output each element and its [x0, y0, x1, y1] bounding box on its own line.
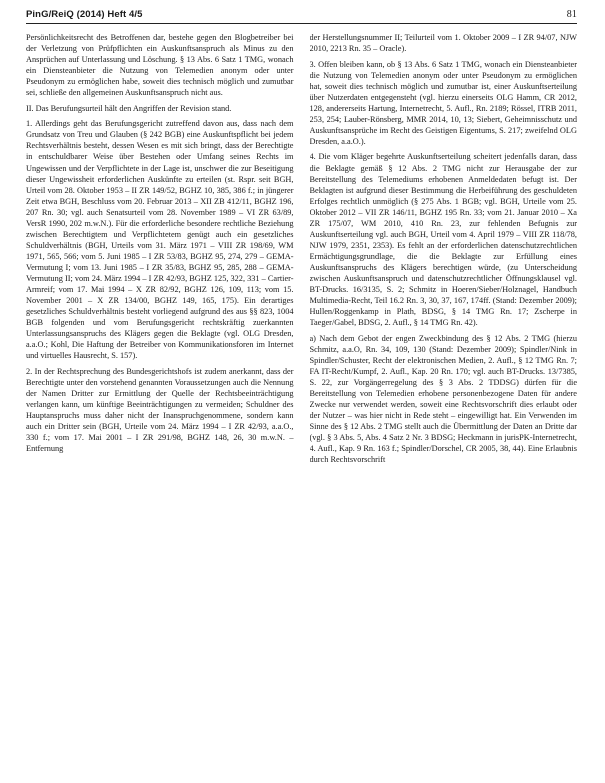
page-number: 81: [566, 8, 577, 20]
running-header: [26, 6, 577, 22]
paragraph: 1. Allerdings geht das Berufungsgericht zutreffend davon aus, dass nach dem Grundsatz von Treu und Glauben (§ 242 BGB) eine Auskunftspflicht bei jedem Rechtsverhältnis besteht, dessen Wesen es mit sich bringt, dass der Berechtigte in entschuldbarer Weise über Bestehen oder Umfang seines Rechts im Ungewissen und der Verpflichtete in der Lage ist, unschwer die zur Beseitigung dieser Ungewissheit erforderlichen Auskünfte zu erteilen (st. Rspr. seit BGH, Urteil vom 28. Oktober 1953 – II ZR 149/52, BGHZ 10, 385, 386 f.; in jüngerer Zeit etwa BGH, Beschluss vom 20. Februar 2013 – XII ZB 412/11, BGHZ 196, 207 Rn. 30; vgl. auch Senatsurteil vom 28. November 1989 – VI ZR 63/89, VersR 1990, 202 m.w.N.). Für die erforderliche besondere rechtliche Beziehung zwischen Berechtigtem und Verpflichtetem genügt auch ein gesetzliches Schuldverhältnis (BGH, Urteils vom 31. März 1971 – VIII ZR 198/69, WM 1971, 565, 566; vom 5. Juni 1985 – I ZR 53/83, BGHZ 95, 274, 279 – GEMA-Vermutung I; vom 13. Juni 1985 – I ZR 35/83, BGHZ 95, 285, 288 – GEMA-Vermutung II; vom 24. März 1994 – I ZR 42/93, BGHZ 125, 322, 331 – Cartier-Armreif; vom 17. Mai 1994 – X ZR 82/92, BGHZ 126, 109, 113; vom 15. November 2001 – X ZR 134/00, BGHZ 149, 165, 175). Ein derartiges gesetzliches Schuldverhältnis besteht vorliegend aufgrund des aus §§ 823, 1004 BGB folgenden und vom Berufungsgericht rechtskräftig zuerkannten Unterlassungsanspruchs des Klägers gegen die Beklagte (vgl. OLG Dresden, a.a.O.; Kohl, Die Haftung der Betreiber von Kommunikationsforen im Internet und virtuelles Hausrecht, S. 157).: [26, 119, 294, 361]
two-column-body: [26, 32, 577, 777]
paragraph: 2. In der Rechtsprechung des Bundesgerichtshofs ist zudem anerkannt, dass der Berechtigte unter den vorstehend genannten Voraussetzungen auch die Nennung der Namen Dritter zur Ermittlung der Quelle der Rechtsbeeinträchtigung verlangen kann, um künftige Beeinträchtigungen zu vermeiden; Schuldner des Hauptanspruchs muss daher nicht der Inanspruchgenommene, sondern kann auch ein Dritter sein (BGH, Urteile vom 24. März 1994 – I ZR 42/93, a.a.O., 330 f.; vom 17. Mai 2001 – I ZR 291/98, BGHZ 148, 26, 30 m.w.N. – Entfernung: [26, 366, 294, 454]
paragraph: der Herstellungsnummer II; Teilurteil vom 1. Oktober 2009 – I ZR 94/07, NJW 2010, 2213 Rn. 35 – Oracle).: [309, 33, 577, 54]
journal-title: PinG/ReiQ (2014) Heft 4/5: [26, 8, 143, 20]
paragraph: Persönlichkeitsrecht des Betroffenen dar, bestehe gegen den Blogbetreiber bei der Verletzung von Prüfpflichten ein Auskunftsanspruch als Minus zu den Ansprüchen auf Unterlassung und Löschung. § 13 Abs. 6 Satz 1 TMG, wonach ein Diensteanbieter die Nutzung von Telemedien anonym oder unter Pseudonym zu ermöglichen habe, soweit dies technisch möglich und zumutbar sei, schließe den allgemeinen Auskunftsanspruch nicht aus.: [26, 33, 294, 98]
header-rule: [26, 23, 577, 24]
section-heading: II. Das Berufungsurteil hält den Angriffen der Revision stand.: [26, 103, 232, 113]
paragraph: 3. Offen bleiben kann, ob § 13 Abs. 6 Satz 1 TMG, wonach ein Diensteanbieter die Nutzung von Telemedien anonym oder unter Pseudonym zu ermöglichen hat, soweit dies technisch möglich und zumutbar ist, einer Auskunftserteilung über Nutzerdaten entgegensteht (vgl. hierzu einerseits OLG Hamm, CR 2012, 128, andererseits Hartung, Internetrecht, 5. Aufl., Rn. 2189; Rössel, ITRB 2011, 253, 254; Lauber-Rönsberg, MMR 2014, 10, 13; Siebert, Geheimnisschutz und Auskunftsansprüche im Recht des Geistigen Eigentums, S. 217; zweifelnd OLG Dresden, a.a.O.).: [309, 59, 577, 146]
left-column: [26, 32, 294, 777]
paragraph: a) Nach dem Gebot der engen Zweckbindung des § 12 Abs. 2 TMG (hierzu Schmitz, a.a.O, Rn. 34, 109, 130 (Stand: Dezember 2009); Spindler/Nink in Spindler/Schuster, Recht der elektronischen Medien, 2. Aufl., § 12 TMG Rn. 7; FA IT-Recht/Kumpf, 2. Aufl., Kap. 20 Rn. 170; vgl. auch BT-Drucks. 13/7385, S. 22, zur Vorgängerregelung des § 3 Abs. 2 TDDSG) dürfen für die Bereitstellung von Telemedien erhobene personenbezogene Daten für andere Zwecke nur verwendet werden, soweit eine Rechtsvorschrift dies erlaubt oder der Nutzer – was hier nicht in Rede steht – eingewilligt hat. Ein Verwenden im Sinne des § 12 Abs. 2 TMG stellt auch die Übermittlung der Daten an Dritte dar (vgl. § 3 Abs. 5, Abs. 4 Satz 2 Nr. 3 BDSG; Heckmann in jurisPK-Internetrecht, 4. Aufl., Kap. 9 Rn. 163 f.; Spindler/Dorschel, CR 2005, 38, 44). Eine Erlaubnis durch Rechtsvorschrift: [309, 333, 577, 465]
paragraph: 4. Die vom Kläger begehrte Auskunftserteilung scheitert jedenfalls daran, dass die Beklagte gemäß § 12 Abs. 2 TMG nicht zur Herausgabe der zur Bereitstellung des Telemediums erhobenen Anmeldedaten befugt ist. Der Beklagten ist aufgrund dieser Bestimmung die Herbeiführung des geschuldeten Erfolges rechtlich unmöglich (§ 275 Abs. 1 BGB; vgl. BGH, Urteile vom 25. Oktober 2012 – VII ZR 146/11, BGHZ 195 Rn. 33; vom 21. Januar 2010 – Xa ZR 175/07, WM 2010, 410 Rn. 23, zur fehlenden Befugnis zur Auskunftserteilung vgl. auch BGH, Urteil vom 4. April 1979 – VIII ZR 118/78, NJW 1979, 2351, 2353). Es fehlt an der erforderlichen datenschutzrechtlichen Ermächtigungsgrundlage, die die Beklagte zur Erfüllung eines Auskunftsanspruchs des Klägers berechtigen würde, (zu Unterscheidung zwischen Auskunftsanspruch und datenschutzrechtlicher Öffnungsklausel vgl. BT-Drucks. 16/3135, S. 2; Schmitz in Hoeren/Sieber/Holznagel, Handbuch Multimedia-Recht, Teil 16.2 Rn. 3, 30, 37, 167, 174ff. (Stand: Dezember 2009); Hullen/Roggenkamp in Plath, BDSG, § 14 TMG Rn. 17; Zscherpe in Taeger/Gabel, BDSG, 2. Aufl., § 14 TMG Rn. 42).: [309, 152, 577, 328]
right-column: [310, 32, 578, 777]
